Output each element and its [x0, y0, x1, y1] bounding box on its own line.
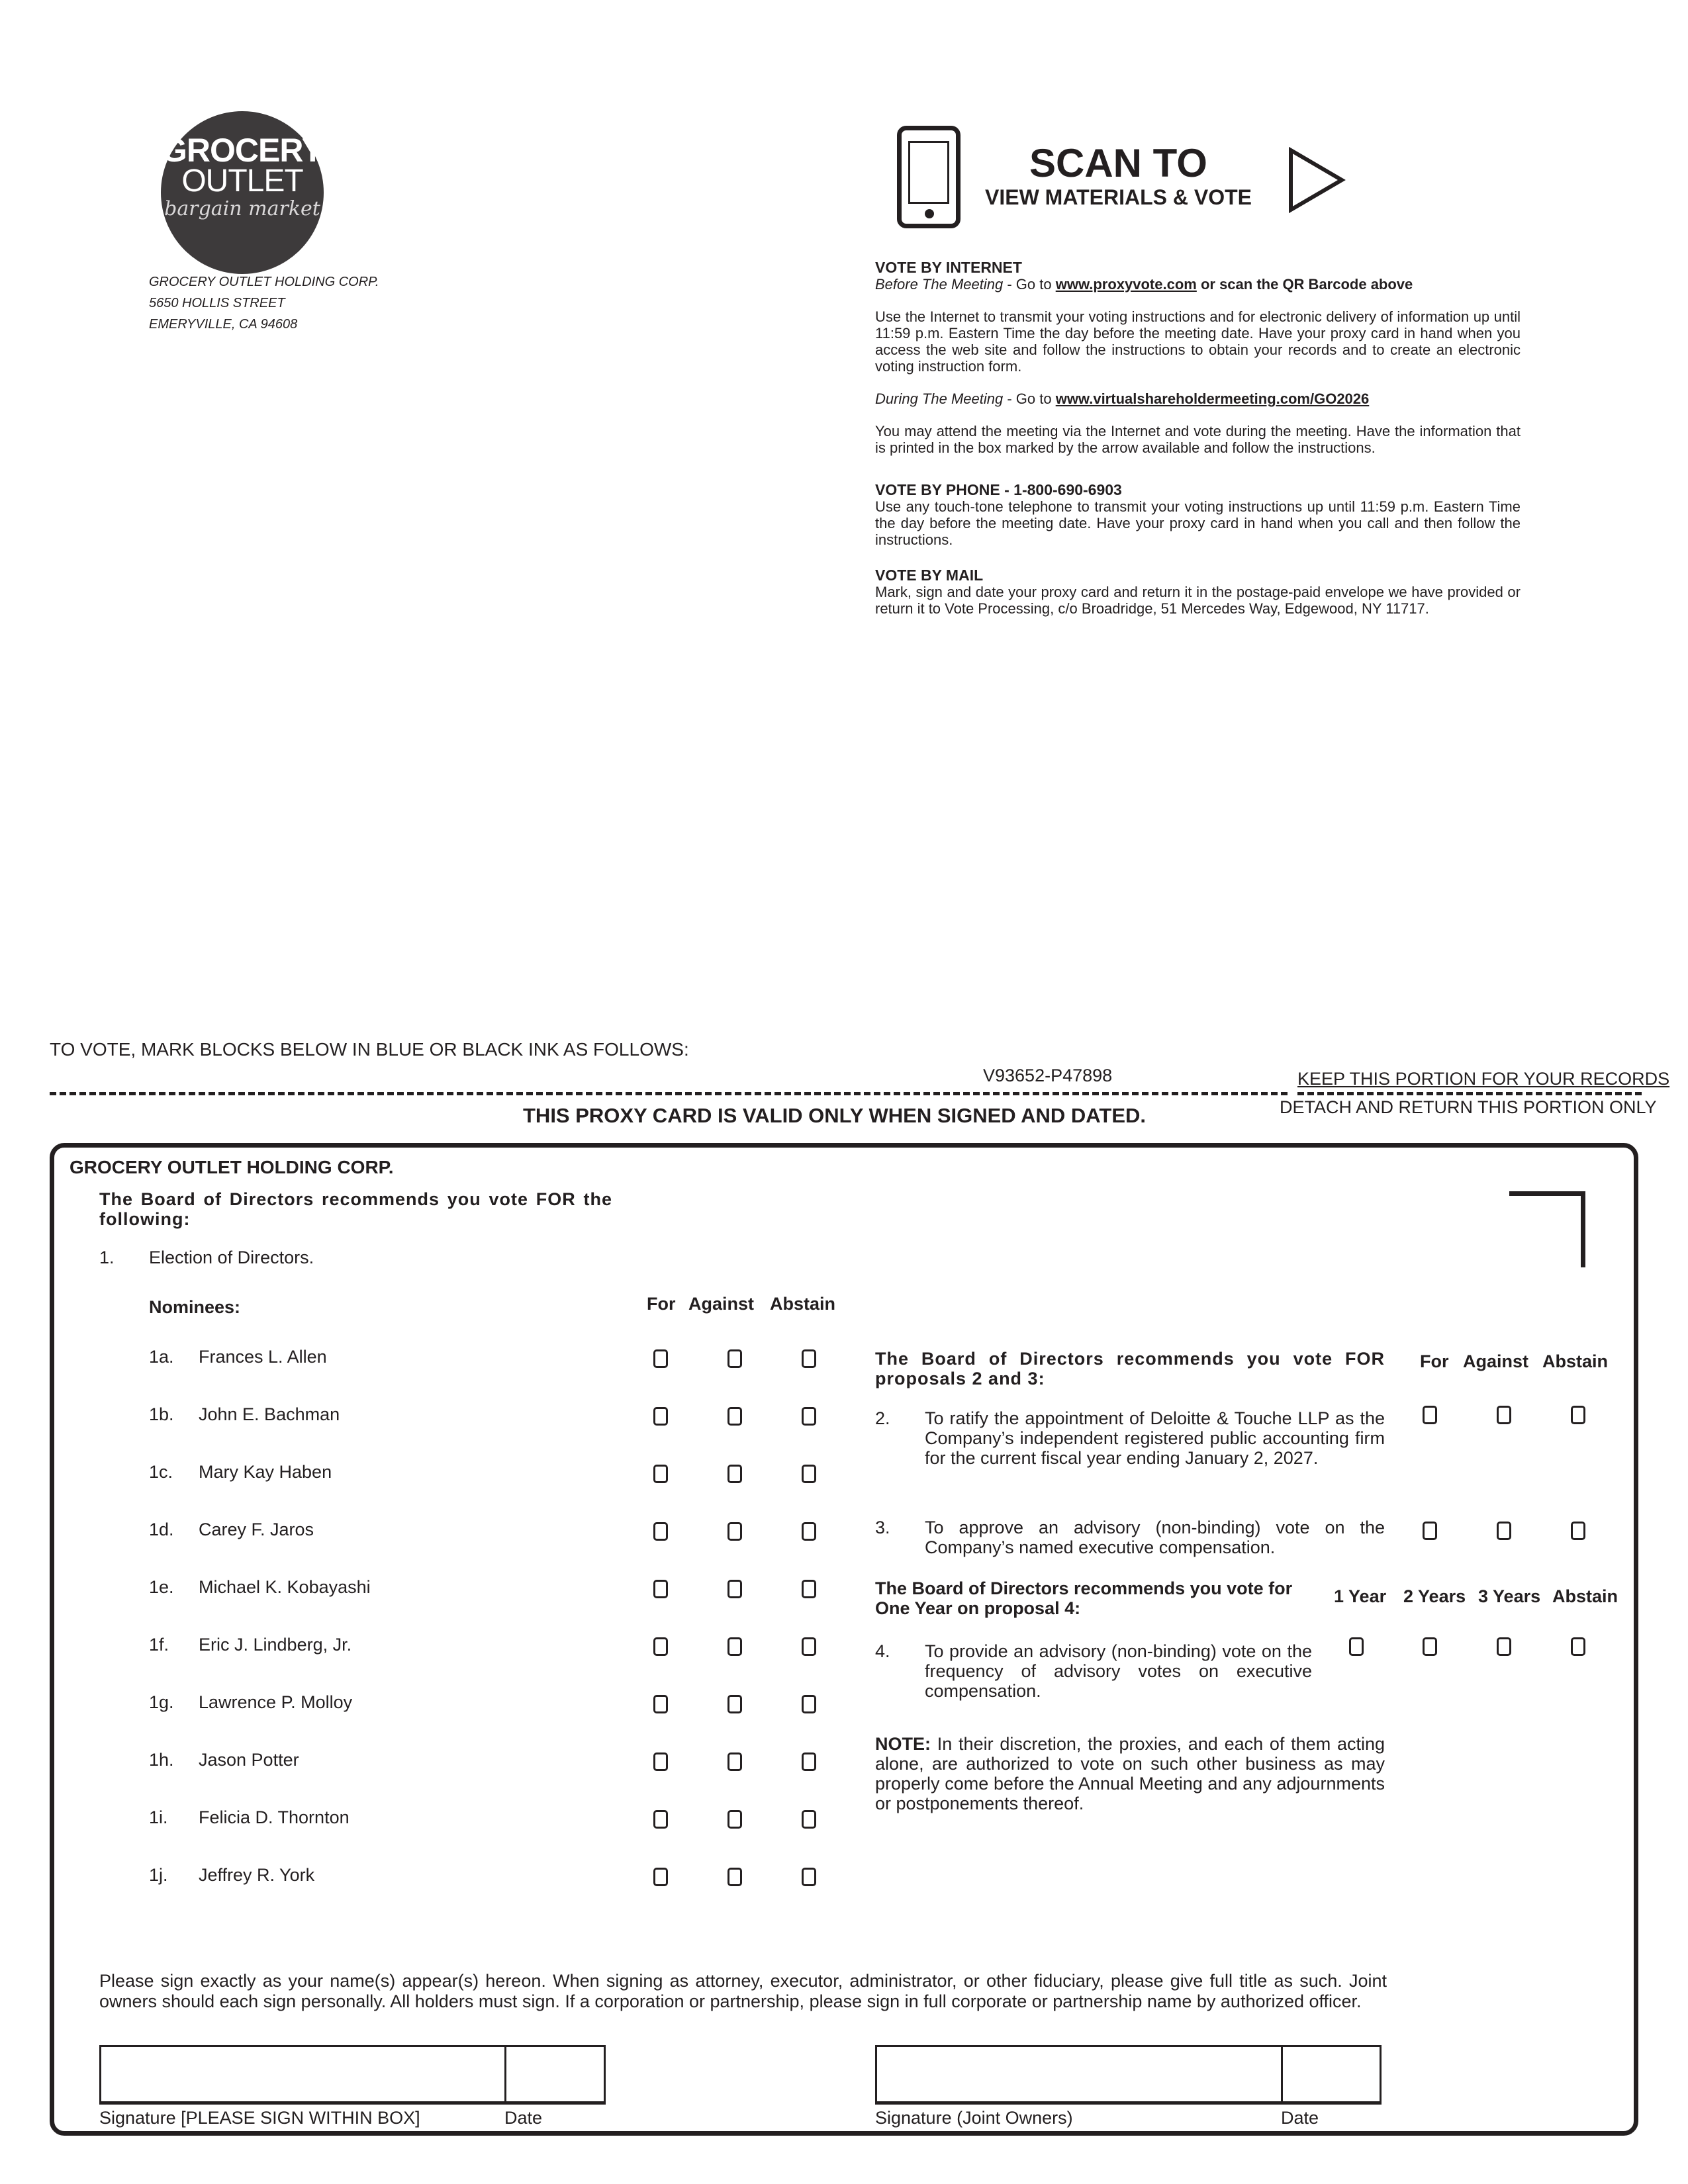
scan-subheading: VIEW MATERIALS & VOTE — [985, 185, 1252, 209]
smartphone-icon — [897, 126, 961, 228]
p3-number: 3. — [875, 1518, 890, 1537]
during-meeting-goto: - Go to — [1003, 390, 1056, 407]
nominee-number: 1c. — [149, 1462, 173, 1482]
col-1-year: 1 Year — [1334, 1586, 1387, 1606]
nominee-against-checkbox[interactable] — [727, 1752, 742, 1771]
nominee-against-checkbox[interactable] — [727, 1580, 742, 1598]
signature-box[interactable] — [99, 2045, 606, 2105]
vote-phone-text: Use any touch-tone telephone to transmit your voting instructions up until 11:59 p.m. Eastern Time the day before the meeting date. Have your proxy card in hand when you call and then follow the instructions. — [875, 498, 1521, 548]
before-meeting-label: Before The Meeting — [875, 276, 1004, 293]
item1-label: Election of Directors. — [149, 1248, 314, 1267]
card-company-name: GROCERY OUTLET HOLDING CORP. — [70, 1157, 394, 1177]
logo-line1: GROCERY — [162, 132, 323, 169]
address-line-3: EMERYVILLE, CA 94608 — [149, 317, 298, 332]
nominee-for-checkbox[interactable] — [653, 1695, 668, 1713]
p4-2-years-checkbox[interactable] — [1423, 1637, 1437, 1656]
p2-number: 2. — [875, 1408, 890, 1428]
p2-against-checkbox[interactable] — [1497, 1406, 1511, 1424]
nominee-against-checkbox[interactable] — [727, 1810, 742, 1829]
vote-internet-heading: VOTE BY INTERNET — [875, 259, 1022, 276]
address-line-1: GROCERY OUTLET HOLDING CORP. — [149, 275, 379, 289]
logo-line3: bargain market — [164, 197, 320, 220]
note-text: In their discretion, the proxies, and each of them acting alone, are authorized to vote on such other business as may properly come before the Annual Meeting and any adjournments or postponements thereof. — [875, 1734, 1385, 1813]
nominee-number: 1j. — [149, 1865, 168, 1885]
board-recommendation-1: The Board of Directors recommends you vote FOR the following: — [99, 1189, 612, 1229]
nominee-abstain-checkbox[interactable] — [802, 1465, 816, 1483]
nominee-for-checkbox[interactable] — [653, 1810, 668, 1829]
nominee-number: 1e. — [149, 1577, 174, 1597]
during-meeting-label: During The Meeting — [875, 390, 1004, 407]
nominee-for-checkbox[interactable] — [653, 1407, 668, 1426]
nominee-against-checkbox[interactable] — [727, 1407, 742, 1426]
vote-mail-heading: VOTE BY MAIL — [875, 567, 984, 584]
nominee-number: 1i. — [149, 1807, 168, 1827]
p3-abstain-checkbox[interactable] — [1571, 1522, 1585, 1540]
nominee-abstain-checkbox[interactable] — [802, 1349, 816, 1368]
during-meeting-paragraph: You may attend the meeting via the Internet and vote during the meeting. Have the information that is printed in the box marked by the arrow available and follow the instructions. — [875, 423, 1521, 456]
col-against: Against — [688, 1294, 755, 1314]
nominee-number: 1g. — [149, 1692, 174, 1712]
nominee-number: 1h. — [149, 1750, 174, 1770]
vote-phone-section — [875, 482, 1521, 548]
col-for-2: For — [1420, 1351, 1449, 1371]
nominee-against-checkbox[interactable] — [727, 1637, 742, 1656]
board-recommendation-2: The Board of Directors recommends you vote FOR proposals 2 and 3: — [875, 1349, 1385, 1388]
sign-instructions: Please sign exactly as your name(s) appear(s) hereon. When signing as attorney, executor, administrator, or other fiduciary, please give full title as such. Joint owners should each sign personally. All holders must sign. If a corporation or partnership, please sign in full corporate or partnership name by authorized officer. — [99, 1971, 1387, 2011]
col-abstain-3: Abstain — [1552, 1586, 1618, 1606]
p4-text: To provide an advisory (non-binding) vote on the frequency of advisory votes on executive compensation. — [925, 1641, 1312, 1701]
virtual-meeting-link[interactable]: www.virtualshareholdermeeting.com/GO2026 — [1055, 390, 1370, 407]
p3-for-checkbox[interactable] — [1423, 1522, 1437, 1540]
grocery-outlet-logo — [161, 111, 324, 274]
nominee-name: Jason Potter — [199, 1750, 299, 1770]
address-line-2: 5650 HOLLIS STREET — [149, 296, 285, 310]
mark-instructions: TO VOTE, MARK BLOCKS BELOW IN BLUE OR BLACK INK AS FOLLOWS: — [50, 1039, 689, 1060]
nominee-number: 1f. — [149, 1635, 169, 1655]
nominee-name: Frances L. Allen — [199, 1347, 327, 1367]
p4-1-year-checkbox[interactable] — [1349, 1637, 1364, 1656]
play-arrow-icon — [1288, 147, 1347, 213]
nominee-number: 1d. — [149, 1520, 174, 1539]
nominee-for-checkbox[interactable] — [653, 1349, 668, 1368]
joint-date-label: Date — [1281, 2108, 1319, 2128]
control-number: V93652-P47898 — [983, 1066, 1113, 1085]
nominees-label: Nominees: — [149, 1297, 241, 1317]
during-meeting-line — [875, 390, 1521, 407]
board-recommendation-3: The Board of Directors recommends you vote for One Year on proposal 4: — [875, 1578, 1293, 1618]
before-meeting-goto: - Go to — [1003, 276, 1056, 293]
p2-text: To ratify the appointment of Deloitte & Touche LLP as the Company’s independent registered public accounting firm for the current fiscal year ending January 2, 2027. — [925, 1408, 1385, 1468]
vote-mail-section — [875, 567, 1521, 617]
nominee-number: 1a. — [149, 1347, 174, 1367]
vote-internet-section — [875, 259, 1521, 456]
nominee-abstain-checkbox[interactable] — [802, 1810, 816, 1829]
nominee-for-checkbox[interactable] — [653, 1752, 668, 1771]
vote-phone-heading: VOTE BY PHONE - 1-800-690-6903 — [875, 481, 1122, 498]
nominee-name: Jeffrey R. York — [199, 1865, 315, 1885]
nominee-for-checkbox[interactable] — [653, 1522, 668, 1541]
vote-mail-text: Mark, sign and date your proxy card and return it in the postage-paid envelope we have provided or return it to Vote Processing, c/o Broadridge, 51 Mercedes Way, Edgewood, NY 11717. — [875, 584, 1521, 617]
scan-heading: SCAN TO — [1029, 141, 1207, 185]
col-for: For — [647, 1294, 676, 1314]
p3-text: To approve an advisory (non-binding) vote on the Company’s named executive compensation. — [925, 1518, 1385, 1557]
joint-signature-box[interactable] — [875, 2045, 1382, 2105]
nominee-name: Mary Kay Haben — [199, 1462, 332, 1482]
p4-abstain-checkbox[interactable] — [1571, 1637, 1585, 1656]
signature-label: Signature [PLEASE SIGN WITHIN BOX] — [99, 2108, 420, 2128]
nominee-for-checkbox[interactable] — [653, 1868, 668, 1886]
nominee-abstain-checkbox[interactable] — [802, 1580, 816, 1598]
nominee-for-checkbox[interactable] — [653, 1465, 668, 1483]
proxyvote-link[interactable]: www.proxyvote.com — [1055, 276, 1197, 293]
corner-mark — [1509, 1191, 1585, 1267]
nominee-against-checkbox[interactable] — [727, 1465, 742, 1483]
col-abstain-2: Abstain — [1542, 1351, 1609, 1371]
detach-portion-label: DETACH AND RETURN THIS PORTION ONLY — [1280, 1097, 1657, 1117]
col-2-years: 2 Years — [1403, 1586, 1466, 1606]
nominee-against-checkbox[interactable] — [727, 1522, 742, 1541]
nominee-abstain-checkbox[interactable] — [802, 1407, 816, 1426]
col-abstain: Abstain — [770, 1294, 836, 1314]
nominee-number: 1b. — [149, 1404, 174, 1424]
date-label: Date — [504, 2108, 543, 2128]
nominee-name: Lawrence P. Molloy — [199, 1692, 353, 1712]
detach-line-right — [1297, 1092, 1642, 1095]
nominee-for-checkbox[interactable] — [653, 1637, 668, 1656]
p4-3-years-checkbox[interactable] — [1497, 1637, 1511, 1656]
nominee-abstain-checkbox[interactable] — [802, 1868, 816, 1886]
note-paragraph — [875, 1734, 1385, 1813]
nominee-abstain-checkbox[interactable] — [802, 1752, 816, 1771]
nominee-against-checkbox[interactable] — [727, 1868, 742, 1886]
col-3-years: 3 Years — [1478, 1586, 1541, 1606]
nominee-name: John E. Bachman — [199, 1404, 340, 1424]
p3-against-checkbox[interactable] — [1497, 1522, 1511, 1540]
nominee-abstain-checkbox[interactable] — [802, 1522, 816, 1541]
p2-for-checkbox[interactable] — [1423, 1406, 1437, 1424]
nominee-abstain-checkbox[interactable] — [802, 1695, 816, 1713]
nominee-against-checkbox[interactable] — [727, 1695, 742, 1713]
nominee-against-checkbox[interactable] — [727, 1349, 742, 1368]
joint-signature-date-divider — [1281, 2045, 1283, 2103]
detach-line — [50, 1092, 1288, 1095]
col-against-2: Against — [1463, 1351, 1529, 1371]
joint-signature-label: Signature (Joint Owners) — [875, 2108, 1073, 2128]
nominee-name: Felicia D. Thornton — [199, 1807, 350, 1827]
nominee-abstain-checkbox[interactable] — [802, 1637, 816, 1656]
nominee-name: Carey F. Jaros — [199, 1520, 314, 1539]
item1-number: 1. — [99, 1248, 115, 1267]
nominee-for-checkbox[interactable] — [653, 1580, 668, 1598]
p4-number: 4. — [875, 1641, 890, 1661]
before-meeting-line — [875, 276, 1521, 293]
nominee-name: Michael K. Kobayashi — [199, 1577, 371, 1597]
logo-line2: OUTLET — [181, 163, 303, 199]
p2-abstain-checkbox[interactable] — [1571, 1406, 1585, 1424]
keep-portion-label: KEEP THIS PORTION FOR YOUR RECORDS — [1297, 1069, 1670, 1089]
qr-instruction: or scan the QR Barcode above — [1196, 276, 1413, 293]
internet-paragraph: Use the Internet to transmit your voting instructions and for electronic delivery of information up until 11:59 p.m. Eastern Time the day before the meeting date. Have your proxy card in hand when you access the web site and follow the instructions to obtain your records and to create an electronic voting instruction form. — [875, 308, 1521, 375]
note-label: NOTE: — [875, 1734, 931, 1754]
nominee-name: Eric J. Lindberg, Jr. — [199, 1635, 352, 1655]
valid-notice: THIS PROXY CARD IS VALID ONLY WHEN SIGNED AND DATED. — [523, 1104, 1147, 1127]
signature-date-divider — [504, 2045, 506, 2103]
